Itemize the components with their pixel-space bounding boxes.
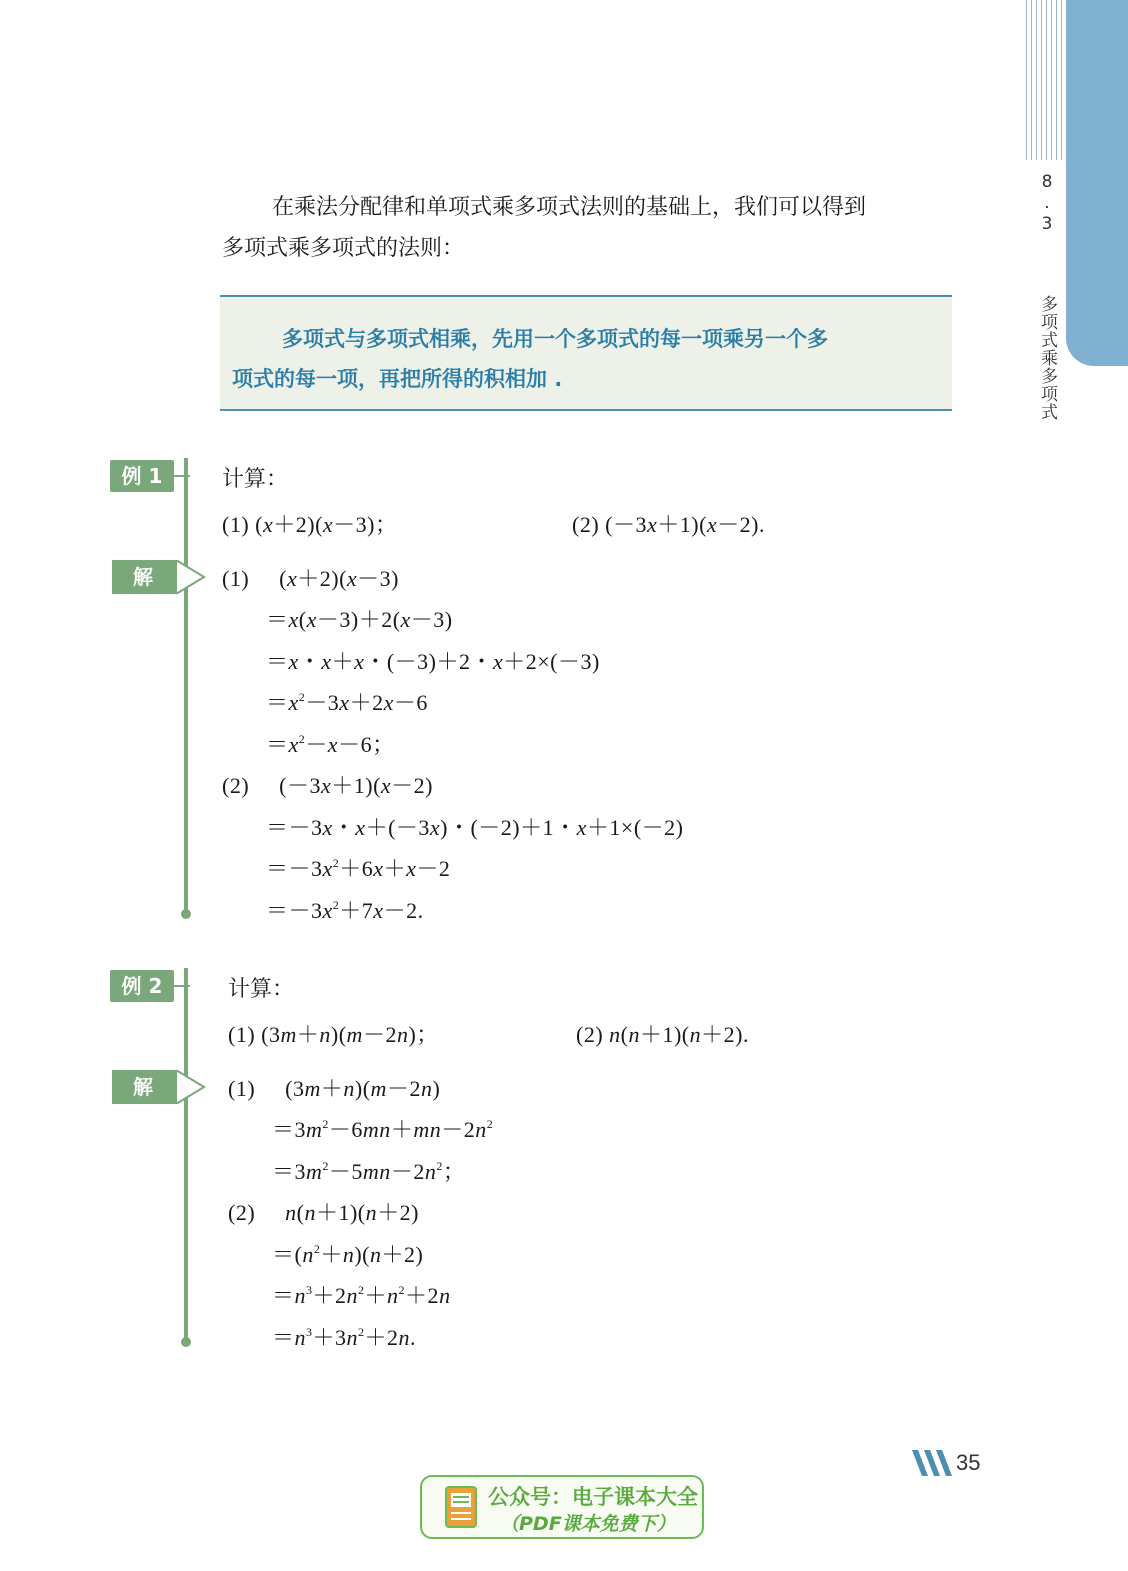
ex2-step-3: $=3m^2-5mn-2n^2$；	[272, 1159, 466, 1184]
ex2-step-5: $=(n^2+n)(n+2)$	[272, 1242, 424, 1267]
footer-watermark	[420, 1475, 704, 1539]
example-1-question-1: (1) (x＋2)(x－3)；	[222, 512, 398, 537]
ex1-step-5: $=x^2-x-6$；	[266, 732, 395, 757]
section-heading-vertical	[1036, 172, 1060, 421]
footer-line-2: （PDF课本免费下）	[500, 1513, 676, 1535]
section-title: 多项式乘多项式	[1037, 295, 1057, 421]
example-1-timeline	[184, 458, 188, 914]
example-2-solution-badge	[112, 1070, 202, 1104]
example-2-timeline-end-dot	[181, 1337, 191, 1347]
rule-line-2: 项式的每一项，再把所得的积相加 .	[232, 367, 563, 391]
intro-line-1: 在乘法分配律和单项式乘多项式法则的基础上，我们可以得到	[272, 195, 867, 220]
section-number: 8.3	[1037, 172, 1057, 235]
solution-label: 解	[133, 1075, 153, 1099]
example-2-badge: 例 2	[110, 970, 174, 1002]
page-slashes-icon	[912, 1450, 954, 1476]
ex1-step-8: $=-3x^2+6x+x-2$	[266, 856, 451, 881]
ex1-step-1: (1) (x＋2)(x－3)	[222, 566, 399, 591]
example-1-timeline-end-dot	[181, 909, 191, 919]
example-1-prompt: 计算：	[222, 467, 289, 492]
ex1-step-3: ＝x・x＋x・(－3)＋2・x＋2×(－3)	[266, 649, 600, 674]
rule-line-1: 多项式与多项式相乘，先用一个多项式的每一项乘另一个多	[282, 327, 828, 351]
ex2-step-1: (1) (3m＋n)(m－2n)	[228, 1076, 441, 1101]
page-number: 35	[956, 1450, 981, 1475]
ex1-step-4: $=x^2-3x+2x-6$	[266, 690, 428, 715]
example-1-question-2: (2) (－3x＋1)(x－2).	[572, 512, 765, 537]
intro-line-2: 多项式乘多项式的法则：	[222, 236, 465, 261]
ex2-step-7: $=n^3+3n^2+2n$.	[272, 1325, 417, 1350]
ex1-step-6: (2) (－3x＋1)(x－2)	[222, 773, 433, 798]
example-2-timeline	[184, 968, 188, 1340]
example-2-question-1: (1) (3m＋n)(m－2n)；	[228, 1022, 439, 1047]
ex1-step-7: ＝－3x・x＋(－3x)・(－2)＋1・x＋1×(－2)	[266, 815, 684, 840]
book-icon	[442, 1485, 482, 1533]
footer-line-1: 公众号：电子课本大全	[488, 1485, 698, 1509]
chapter-side-tab	[1066, 0, 1128, 366]
ex2-step-6: $=n^3+2n^2+n^2+2n$	[272, 1283, 451, 1308]
example-2-question-2: (2) n(n＋1)(n＋2).	[576, 1022, 749, 1047]
rule-box	[220, 295, 952, 411]
rule-text	[232, 319, 944, 399]
ex1-step-2: ＝x(x－3)＋2(x－3)	[266, 607, 453, 632]
example-1-solution-badge	[112, 560, 202, 594]
example-2-prompt: 计算：	[228, 977, 295, 1002]
solution-label: 解	[133, 565, 153, 589]
ex2-step-4: (2) n(n＋1)(n＋2)	[228, 1200, 419, 1225]
ex2-step-2: $=3m^2-6mn+mn-2n^2$	[272, 1117, 494, 1142]
ex1-step-9: $=-3x^2+7x-2$.	[266, 898, 424, 923]
example-1-badge: 例 1	[110, 460, 174, 492]
side-decoration-lines	[1026, 0, 1064, 160]
